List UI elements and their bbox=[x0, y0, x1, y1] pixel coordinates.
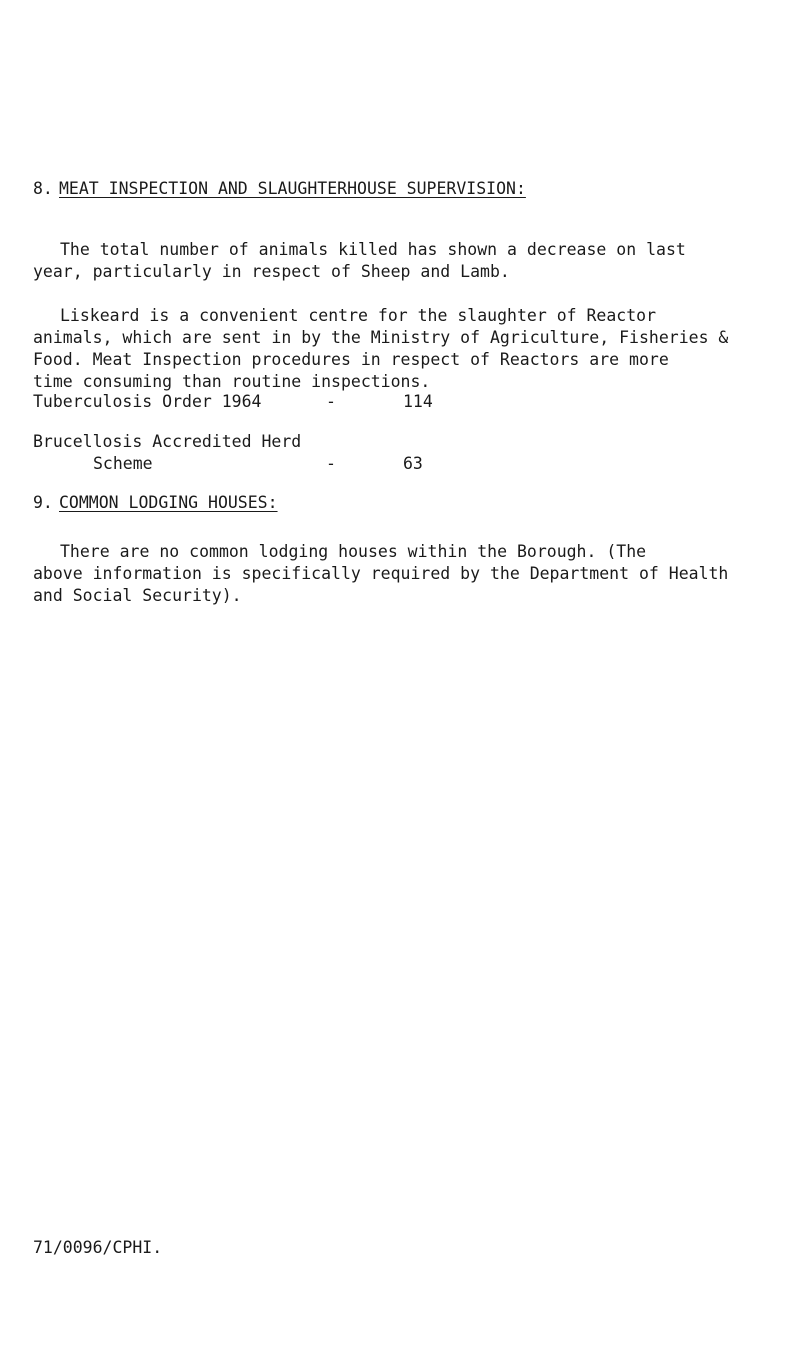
paragraph-line: time consuming than routine inspections. bbox=[33, 372, 431, 391]
section-8-title: MEAT INSPECTION AND SLAUGHTERHOUSE SUPERVISION: bbox=[59, 179, 526, 198]
section-9-title: COMMON LODGING HOUSES: bbox=[59, 493, 278, 512]
paragraph-line: Food. Meat Inspection procedures in respect of Reactors are more bbox=[33, 350, 669, 369]
paragraph-line: and Social Security). bbox=[33, 586, 242, 605]
stat-row-tuberculosis bbox=[33, 391, 733, 413]
section-8-heading bbox=[33, 178, 526, 200]
section-9-number: 9. bbox=[33, 493, 53, 512]
section-8-paragraph-1 bbox=[33, 239, 686, 283]
paragraph-line: The total number of animals killed has shown a decrease on last bbox=[60, 240, 686, 259]
stat-label: Tuberculosis Order 1964 bbox=[33, 392, 262, 411]
paragraph-line: There are no common lodging houses within the Borough. (The bbox=[60, 542, 647, 561]
paragraph-line: above information is specifically required by the Department of Health bbox=[33, 564, 729, 583]
paragraph-line: Liskeard is a convenient centre for the slaughter of Reactor bbox=[60, 306, 657, 325]
stat-dash: - bbox=[326, 454, 336, 473]
paragraph-line: year, particularly in respect of Sheep and Lamb. bbox=[33, 262, 510, 281]
stat-value: 114 bbox=[403, 392, 433, 411]
section-9-paragraph-1 bbox=[33, 541, 728, 607]
section-8-number: 8. bbox=[33, 179, 53, 198]
stat-dash: - bbox=[326, 392, 336, 411]
stat-row-brucellosis bbox=[33, 431, 733, 475]
stat-value: 63 bbox=[403, 454, 423, 473]
stat-label-continuation: Scheme bbox=[93, 454, 153, 473]
document-reference: 71/0096/CPHI. bbox=[33, 1238, 163, 1257]
section-9-heading bbox=[33, 492, 278, 514]
section-8-paragraph-2 bbox=[33, 305, 728, 393]
paragraph-line: animals, which are sent in by the Ministry of Agriculture, Fisheries & bbox=[33, 328, 729, 347]
stat-label: Brucellosis Accredited Herd bbox=[33, 432, 302, 451]
